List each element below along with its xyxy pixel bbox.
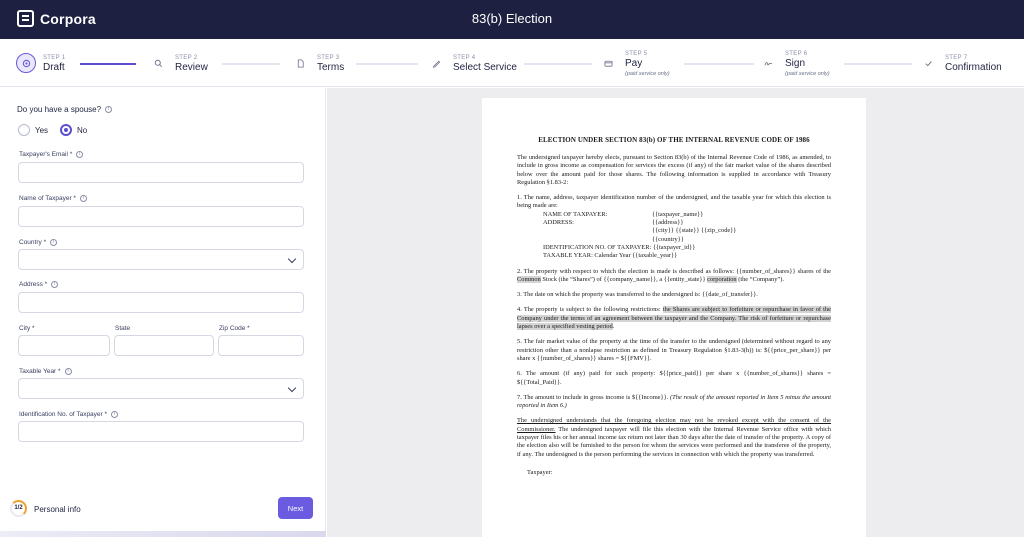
brand-name: Corpora [40, 10, 96, 27]
doc-p8-underlined: The undersigned understands that the foregoing election may not be revoked except with the consent of the Commissioner. [517, 417, 831, 433]
spouse-question [17, 105, 112, 114]
pen-icon [426, 53, 446, 73]
step-connector-6 [844, 63, 912, 65]
radio-label: No [77, 125, 88, 135]
progress-ring: 1/2 [10, 500, 27, 517]
doc-id-line: IDENTIFICATION NO. OF TAXPAYER: {{taxpayer_id}} [543, 243, 696, 251]
next-button[interactable]: Next [278, 497, 313, 519]
spouse-yes-radio[interactable] [18, 124, 48, 136]
step-label: Select Service [453, 62, 517, 73]
step-number: STEP 3 [317, 55, 340, 61]
step-label: Confirmation [945, 62, 1002, 73]
doc-p2-b: Stock (the “Shares”) of {{company_name}}, a {{entity_state}} [540, 275, 708, 283]
chevron-down-icon [288, 255, 296, 263]
doc-p1-text: 1. The name, address, taxpayer identification number of the undersigned, and the taxable year for which this election is being made are: [517, 194, 831, 210]
doc-p4-highlight: the Shares are subject to forfeiture or repurchase in favor of the Company under the terms of an agreement between the taxpayer and the Company. The risk of forfeiture or repurchase lapses over a specified vesting period [517, 306, 831, 331]
wallet-icon [598, 53, 618, 73]
spouse-question-label: Do you have a spouse? [17, 105, 102, 114]
doc-country: {{country}} [652, 235, 684, 243]
radio-checked-icon [60, 124, 72, 136]
step-label: Review [175, 62, 208, 73]
step-connector-2 [222, 63, 280, 65]
doc-address-key: ADDRESS: [543, 219, 574, 227]
country-label [19, 239, 57, 246]
section-name: Personal info [34, 505, 81, 514]
step-review[interactable] [148, 39, 208, 87]
doc-p2-c: (the “Company”). [736, 275, 784, 283]
id-field[interactable] [18, 421, 304, 442]
doc-paragraph-1 [517, 194, 831, 211]
taxpayer-details [517, 211, 831, 261]
step-connector-1 [80, 63, 136, 65]
city-field[interactable] [18, 335, 110, 356]
doc-paragraph-3: 3. The date on which the property was transferred to the undersigned is: {{date_of_transfer}}. [517, 291, 758, 299]
step-label: Draft [43, 62, 65, 73]
zip-label: Zip Code * [219, 325, 250, 332]
city-label: City * [19, 325, 35, 332]
step-terms[interactable] [290, 39, 344, 87]
taxable-year-label-text: Taxable Year * [19, 368, 61, 376]
step-number: STEP 1 [43, 55, 66, 61]
info-icon[interactable]: i [76, 151, 83, 158]
step-label: Sign [785, 58, 806, 69]
form-footer [0, 488, 326, 537]
name-label-text: Name of Taxpayer * [19, 195, 76, 203]
email-label [19, 151, 83, 158]
signature-icon [758, 53, 778, 73]
doc-name-key: NAME OF TAXPAYER: [543, 210, 608, 218]
doc-paragraph-4 [517, 306, 831, 331]
doc-paragraph-2 [517, 268, 831, 285]
radio-label: Yes [35, 125, 49, 135]
id-label-text: Identification No. of Taxpayer * [19, 411, 108, 419]
doc-p2-a: 2. The property with respect to which the election is made is described as follows: {{number_of_shares}} shares of the [517, 267, 831, 275]
doc-city-state-zip: {{city}} {{state}} {{zip_code}} [652, 227, 737, 235]
taxable-year-select[interactable] [18, 378, 304, 399]
info-icon[interactable]: i [105, 106, 112, 113]
name-label [19, 195, 87, 202]
state-field[interactable] [114, 335, 214, 356]
doc-p2-highlight-corporation: corporation [707, 275, 737, 283]
address-field[interactable] [18, 292, 304, 313]
doc-p2-highlight-common: Common [517, 275, 541, 283]
document-icon [290, 53, 310, 73]
doc-taxpayer-signature-label: Taxpayer: [527, 468, 553, 476]
name-field[interactable] [18, 206, 304, 227]
bottom-gradient-bar [0, 531, 326, 537]
doc-p4-b: . [612, 323, 615, 331]
step-number: STEP 4 [453, 55, 476, 61]
step-connector-3 [356, 63, 418, 65]
step-note: (paid service only) [785, 71, 830, 77]
top-header [0, 0, 1024, 39]
doc-p4-a: 4. The property is subject to the following restrictions: [517, 306, 663, 314]
doc-p8-b: The undersigned taxpayer will file this election with the Internal Revenue Service office with which taxpayer files his or her annual income tax return not later than 30 days after the date of transfer of the property. A copy of the election also will be furnished to the person for whom the services were performed and the transferee of the property, if any. The undersigned is the person performing the services in connection with which the property was transferred. [517, 425, 831, 458]
country-select[interactable] [18, 249, 304, 270]
progress-stepper [0, 39, 1024, 87]
info-icon[interactable]: i [111, 411, 118, 418]
id-label [19, 411, 118, 418]
doc-paragraph-6: 6. The amount (if any) paid for such property: ${{price_paid}} per share x {{number_of_shares}} shares = ${{Total_Paid}}. [517, 370, 831, 386]
doc-paragraph-5: 5. The fair market value of the property at the time of the transfer to the undersigned (determined without regard to any restriction other than a nonlapse restriction as defined in Treasury Regulation §1.83-3(h)) is: ${{price_per_share}} per share x {{number_of_shares}} shares = ${{FMV}}. [517, 338, 831, 362]
doc-name-value: {{taxpayer_name}} [652, 210, 704, 218]
step-number: STEP 5 [625, 51, 648, 57]
doc-year-line: TAXABLE YEAR: Calendar Year {{taxable_year}} [543, 252, 678, 260]
email-field[interactable] [18, 162, 304, 183]
check-icon [918, 53, 938, 73]
spouse-no-radio[interactable] [60, 124, 87, 136]
info-icon[interactable]: i [51, 281, 58, 288]
country-label-text: Country * [19, 239, 47, 247]
page-title: 83(b) Election [471, 11, 553, 26]
doc-p7-italic: (The result of the amount reported in Item 5 minus the amount reported in Item 6.) [517, 393, 831, 410]
doc-paragraph-7 [517, 394, 831, 411]
step-number: STEP 2 [175, 55, 198, 61]
doc-address-value: {{address}} [652, 219, 684, 227]
search-icon [148, 53, 168, 73]
info-icon[interactable]: i [50, 239, 57, 246]
email-label-text: Taxpayer's Email * [19, 151, 73, 159]
document-page [482, 98, 866, 537]
doc-p7-a: 7. The amount to include in gross income is ${{Income}}. [517, 393, 671, 401]
step-select-service[interactable] [426, 39, 517, 87]
step-note: (paid service only) [625, 71, 670, 77]
state-label: State [115, 325, 131, 332]
doc-intro: The undersigned taxpayer hereby elects, pursuant to Section 83(b) of the Internal Revenue Code of 1986, as amended, to include in gross income as compensation for services the excess (if any) of the fair market value of the shares described below over the amount paid for those shares. The following information is supplied in accordance with Treasury Regulation §1.83-2: [517, 154, 831, 186]
step-number: STEP 7 [945, 55, 968, 61]
step-label: Pay [625, 58, 643, 69]
step-label: Terms [317, 62, 345, 73]
draft-icon [16, 53, 36, 73]
address-label-text: Address * [19, 281, 48, 289]
taxable-year-label [19, 368, 72, 375]
doc-paragraph-8 [517, 417, 831, 458]
chevron-down-icon [288, 384, 296, 392]
step-confirmation[interactable] [918, 39, 1002, 87]
address-label [19, 281, 58, 288]
step-draft[interactable] [16, 39, 65, 87]
step-connector-4 [524, 63, 592, 65]
step-connector-5 [684, 63, 754, 65]
step-sign[interactable] [758, 39, 830, 87]
info-icon[interactable]: i [80, 195, 87, 202]
step-number: STEP 6 [785, 51, 808, 57]
info-icon[interactable]: i [65, 368, 72, 375]
document-title: ELECTION UNDER SECTION 83(b) OF THE INTERNAL REVENUE CODE OF 1986 [538, 136, 810, 144]
form-panel [0, 88, 326, 537]
radio-unchecked-icon [18, 124, 30, 136]
document-preview[interactable] [327, 88, 1024, 537]
zip-field[interactable] [218, 335, 304, 356]
step-pay[interactable] [598, 39, 670, 87]
